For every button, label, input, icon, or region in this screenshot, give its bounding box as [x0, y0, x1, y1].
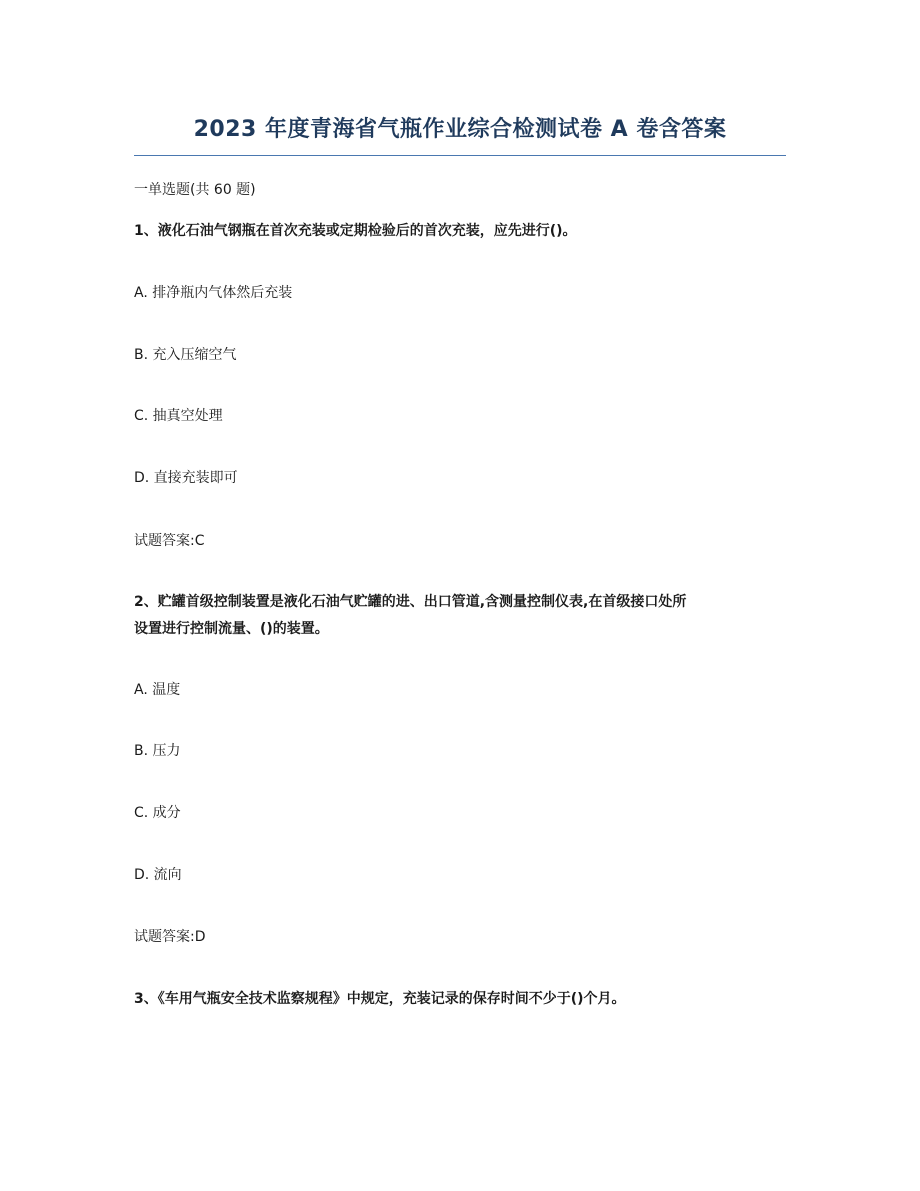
question-1-option-a: A. 排净瓶内气体然后充装 — [134, 285, 293, 301]
question-2-text-line-1: 2、贮罐首级控制装置是液化石油气贮罐的进、出口管道,含测量控制仪表,在首级接口处所 — [134, 594, 687, 610]
question-2-text-line-2: 设置进行控制流量、()的装置。 — [134, 621, 329, 637]
question-1-text: 1、液化石油气钢瓶在首次充装或定期检验后的首次充装，应先进行()。 — [134, 223, 577, 239]
question-2-option-a: A. 温度 — [134, 682, 181, 698]
question-1-answer: 试题答案:C — [134, 533, 205, 549]
question-2-answer: 试题答案:D — [134, 929, 206, 945]
question-2-option-c: C. 成分 — [134, 805, 181, 821]
section-heading: 一单选题(共 60 题) — [134, 182, 256, 198]
question-1-option-c: C. 抽真空处理 — [134, 408, 223, 424]
question-2-option-d: D. 流向 — [134, 867, 182, 883]
title-divider — [134, 155, 786, 156]
question-2-option-b: B. 压力 — [134, 743, 181, 759]
question-3-text: 3、《车用气瓶安全技术监察规程》中规定，充装记录的保存时间不少于()个月。 — [134, 991, 626, 1007]
question-1-option-d: D. 直接充装即可 — [134, 470, 238, 486]
document-title: 2023 年度青海省气瓶作业综合检测试卷 A 卷含答案 — [193, 117, 727, 142]
question-1-option-b: B. 充入压缩空气 — [134, 347, 237, 363]
